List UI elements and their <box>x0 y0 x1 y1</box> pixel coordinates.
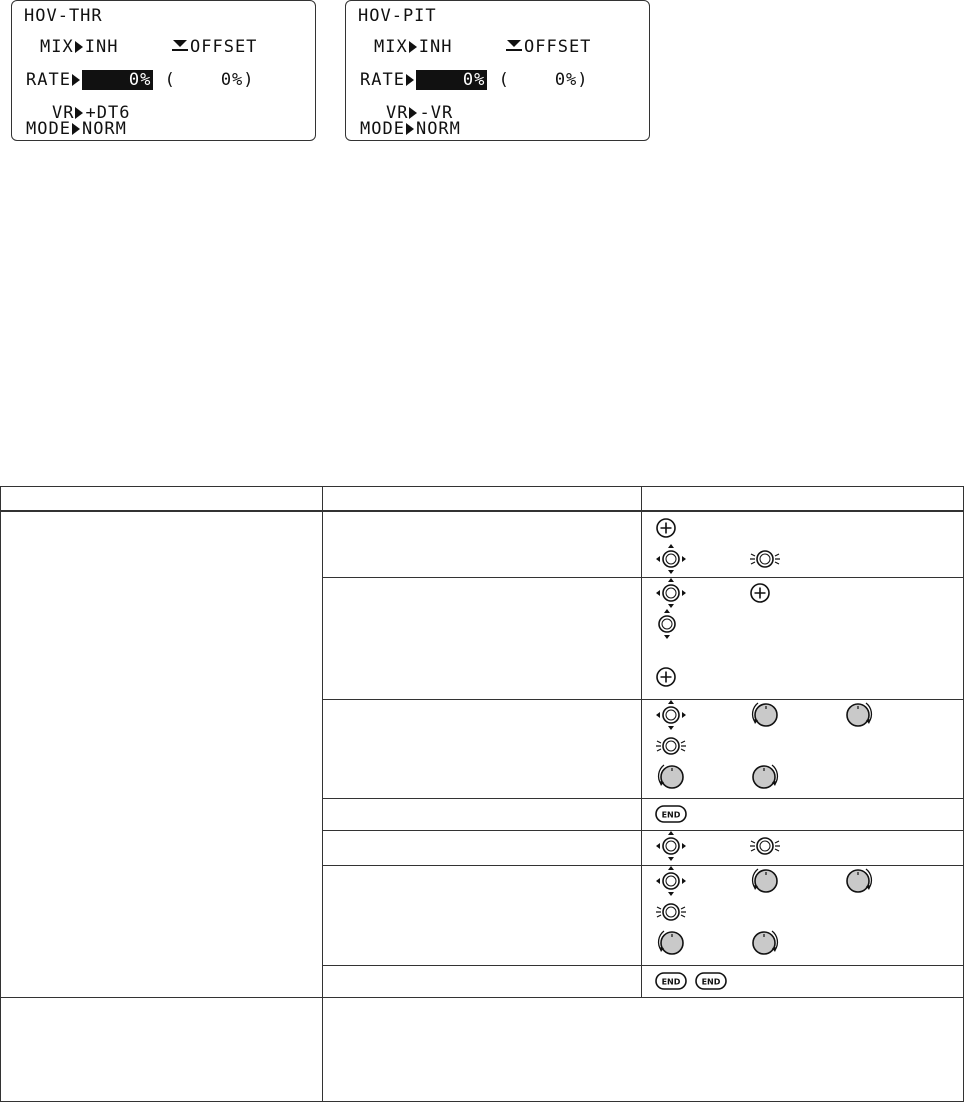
key-sequence-line <box>642 578 963 609</box>
mode-label: MODE <box>26 119 71 139</box>
key-cell <box>642 965 964 997</box>
screen-title: HOV-PIT <box>358 6 437 26</box>
cursor-triangle-icon <box>72 123 80 135</box>
cross-key-icon <box>654 829 688 863</box>
dial-ccw-icon <box>748 864 782 898</box>
key-cell <box>642 699 964 798</box>
dial-ccw-icon <box>654 926 688 960</box>
key-sequence-line <box>642 609 963 640</box>
mode-value[interactable]: NORM <box>81 119 127 139</box>
key-sequence-line <box>642 866 963 897</box>
mix-label: MIX <box>374 37 408 57</box>
trim-offset-icon <box>172 40 188 52</box>
rate-row <box>26 71 255 89</box>
cross-key-icon <box>654 576 688 610</box>
header-cell <box>322 487 642 512</box>
table-row <box>1 997 964 1101</box>
plus-button-icon <box>654 516 678 540</box>
svg-text:END: END <box>661 810 681 820</box>
offset-label[interactable]: OFFSET <box>190 37 258 57</box>
key-sequence-line <box>642 662 963 693</box>
lcd-screen-hov-pit <box>345 0 650 141</box>
mix-value[interactable]: INH <box>418 37 453 57</box>
dial-cw-icon <box>748 926 782 960</box>
header-cell <box>1 487 323 512</box>
jog-dial-push-icon <box>748 831 782 861</box>
cross-key-vertical-icon <box>654 607 680 641</box>
key-sequence-line <box>642 762 963 793</box>
mix-row <box>374 38 452 56</box>
cursor-triangle-icon <box>409 41 417 53</box>
offset-label[interactable]: OFFSET <box>524 37 592 57</box>
operation-table <box>0 486 964 1102</box>
rate-value[interactable]: 0% <box>82 70 153 90</box>
svg-text:END: END <box>661 977 681 987</box>
end-button-icon <box>654 803 688 825</box>
key-sequence-line <box>642 700 963 731</box>
operation-cell <box>322 577 642 699</box>
key-sequence-line <box>642 897 963 928</box>
key-sequence-line <box>642 831 963 862</box>
jog-dial-push-icon <box>654 731 688 761</box>
mode-row <box>360 120 461 138</box>
key-cell <box>642 865 964 965</box>
rate-row <box>360 71 589 89</box>
table-header-row <box>1 487 964 512</box>
dial-ccw-icon <box>654 760 688 794</box>
key-cell <box>642 577 964 699</box>
rate-total: ( 0%) <box>498 70 589 90</box>
trim-offset-icon <box>506 40 522 52</box>
svg-text:END: END <box>701 977 721 987</box>
dial-cw-icon <box>748 760 782 794</box>
plus-button-icon <box>748 581 772 605</box>
cross-key-icon <box>654 542 688 576</box>
offset-row <box>172 38 257 56</box>
vr-label: VR <box>386 103 409 123</box>
lcd-screen-hov-thr <box>11 0 316 141</box>
key-cell <box>642 798 964 830</box>
cursor-triangle-icon <box>406 74 414 86</box>
cursor-triangle-icon <box>406 123 414 135</box>
vr-value[interactable]: -VR <box>419 103 454 123</box>
jog-dial-push-icon <box>654 897 688 927</box>
end-button-icon <box>694 970 728 992</box>
key-cell <box>642 830 964 865</box>
screen-title: HOV-THR <box>24 6 103 26</box>
operation-cell <box>322 511 642 577</box>
operation-cell <box>322 865 642 965</box>
key-sequence-line <box>642 512 963 543</box>
rate-label: RATE <box>360 70 405 90</box>
header-cell <box>642 487 964 512</box>
rate-value[interactable]: 0% <box>416 70 487 90</box>
footer-item-cell <box>1 997 323 1101</box>
key-sequence-line <box>642 543 963 574</box>
mix-value[interactable]: INH <box>84 37 119 57</box>
dial-cw-icon <box>842 864 876 898</box>
key-sequence-line <box>642 731 963 762</box>
vr-label: VR <box>52 103 75 123</box>
mode-label: MODE <box>360 119 405 139</box>
operation-cell <box>322 798 642 830</box>
dial-ccw-icon <box>748 698 782 732</box>
setting-item-cell <box>1 511 323 997</box>
operation-cell <box>322 699 642 798</box>
key-sequence-line <box>642 966 963 997</box>
offset-row <box>506 38 591 56</box>
vr-value[interactable]: +DT6 <box>85 103 131 123</box>
jog-dial-push-icon <box>748 544 782 574</box>
cursor-triangle-icon <box>75 41 83 53</box>
rate-label: RATE <box>26 70 71 90</box>
key-cell <box>642 511 964 577</box>
mix-label: MIX <box>40 37 74 57</box>
mix-row <box>40 38 118 56</box>
operation-cell <box>322 830 642 865</box>
rate-total: ( 0%) <box>164 70 255 90</box>
key-sequence-line <box>642 640 963 662</box>
plus-button-icon <box>654 665 678 689</box>
mode-row <box>26 120 127 138</box>
cursor-triangle-icon <box>409 107 417 119</box>
end-button-icon <box>654 970 688 992</box>
mode-value[interactable]: NORM <box>415 119 461 139</box>
key-sequence-line <box>642 799 963 830</box>
footer-description-cell <box>322 997 963 1101</box>
dial-cw-icon <box>842 698 876 732</box>
table-row <box>1 511 964 577</box>
key-sequence-line <box>642 928 963 959</box>
cursor-triangle-icon <box>72 74 80 86</box>
cross-key-icon <box>654 698 688 732</box>
operation-cell <box>322 965 642 997</box>
cross-key-icon <box>654 864 688 898</box>
cursor-triangle-icon <box>75 107 83 119</box>
